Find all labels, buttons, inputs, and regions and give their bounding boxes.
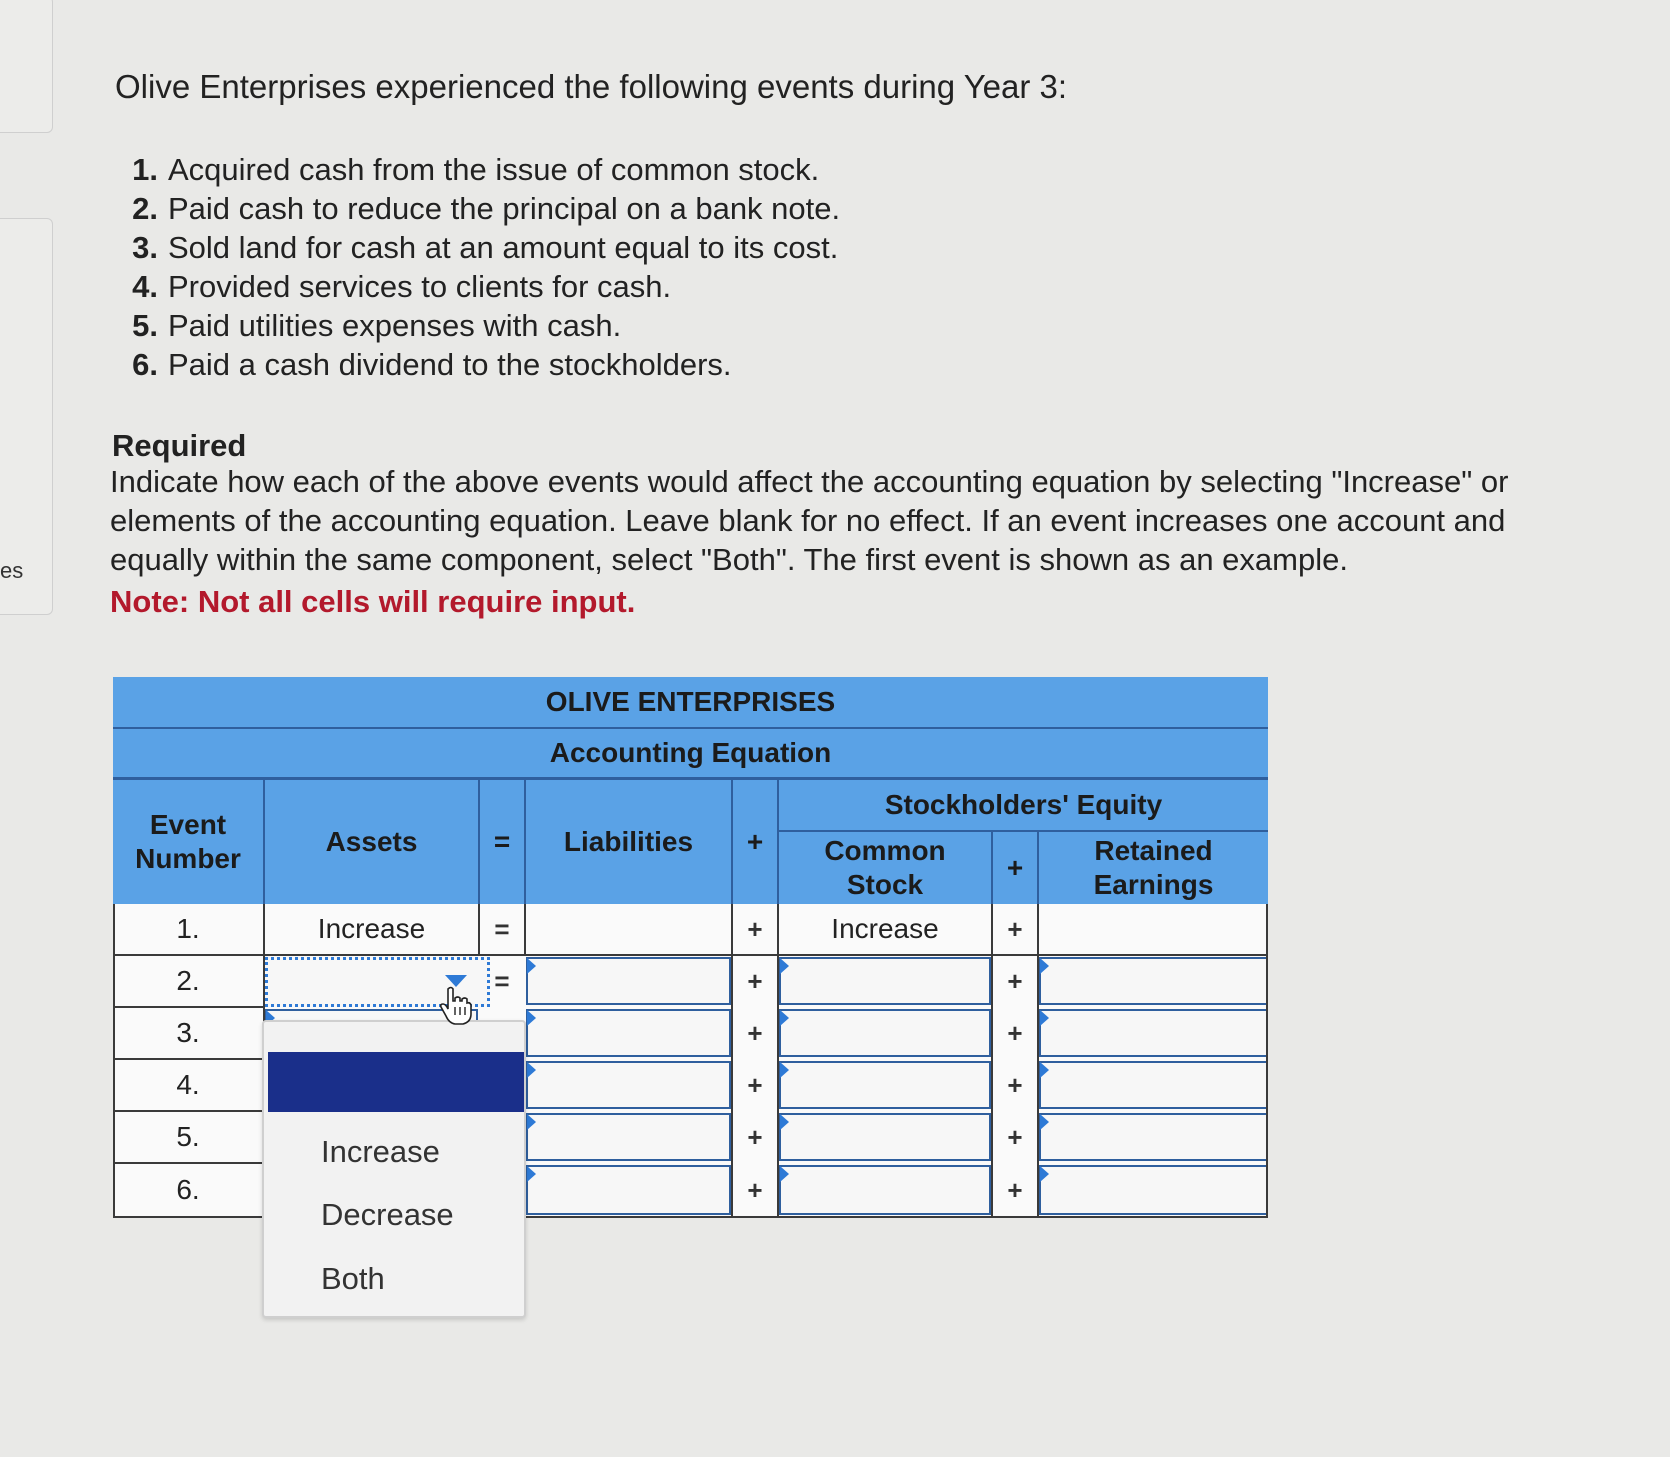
header-stockholders-equity: Stockholders' Equity xyxy=(779,780,1268,830)
row2-plus: + xyxy=(733,956,777,1006)
dropdown-option-increase[interactable]: Increase xyxy=(321,1134,440,1169)
hand-cursor-icon xyxy=(438,985,472,1025)
table-subtitle: Accounting Equation xyxy=(113,729,1268,777)
side-panel-top xyxy=(0,0,53,133)
assets-dropdown-menu xyxy=(262,1020,526,1318)
row1-common-value: Increase xyxy=(779,904,991,954)
dropdown-blank-option[interactable] xyxy=(268,1052,524,1112)
table-company-title: OLIVE ENTERPRISES xyxy=(113,677,1268,727)
header-assets: Assets xyxy=(265,780,478,904)
row5-plus-equity: + xyxy=(993,1112,1037,1162)
row3-retained-select[interactable] xyxy=(1039,1009,1268,1057)
row5-plus: + xyxy=(733,1112,777,1162)
event-list xyxy=(108,150,840,384)
row6-plus: + xyxy=(733,1164,777,1216)
row4-plus-equity: + xyxy=(993,1060,1037,1110)
table-row-event: 6. xyxy=(113,1164,263,1216)
list-item: 6. Paid a cash dividend to the stockholders. xyxy=(132,347,732,382)
note-text: Note: Not all cells will require input. xyxy=(110,584,636,619)
dropdown-option-both[interactable]: Both xyxy=(321,1261,385,1296)
table-row-event: 3. xyxy=(113,1008,263,1058)
row3-plus: + xyxy=(733,1008,777,1058)
row6-plus-equity: + xyxy=(993,1164,1037,1216)
row1-equals: = xyxy=(480,904,524,954)
table-row-event: 1. xyxy=(113,904,263,954)
row4-liabilities-select[interactable] xyxy=(526,1061,731,1109)
header-liabilities: Liabilities xyxy=(526,780,731,904)
instructions: Indicate how each of the above events would affect the accounting equation by selecting "Increase" or elements of the accounting equation. Leave blank for no effect. If an event increases one account and equally within the same component, select "Both". The first event is shown as an example. xyxy=(110,464,1509,577)
table-row-event: 2. xyxy=(113,956,263,1006)
row1-liabilities-value xyxy=(526,904,731,954)
row6-common-select[interactable] xyxy=(779,1165,991,1215)
list-item: 4. Provided services to clients for cash. xyxy=(132,269,672,304)
list-item: 2. Paid cash to reduce the principal on a bank note. xyxy=(132,191,841,226)
list-item: 5. Paid utilities expenses with cash. xyxy=(132,308,622,343)
row1-plus-equity: + xyxy=(993,904,1037,954)
header-retained-earnings: Retained Earnings xyxy=(1039,832,1268,904)
header-plus: + xyxy=(733,780,777,904)
row1-plus: + xyxy=(733,904,777,954)
row5-common-select[interactable] xyxy=(779,1113,991,1161)
row2-common-select[interactable] xyxy=(779,957,991,1005)
required-heading: Required xyxy=(112,428,247,463)
side-label: es xyxy=(0,558,24,583)
row3-liabilities-select[interactable] xyxy=(526,1009,731,1057)
list-item: 3. Sold land for cash at an amount equal to its cost. xyxy=(132,230,839,265)
header-equals: = xyxy=(480,780,524,904)
row4-common-select[interactable] xyxy=(779,1061,991,1109)
table-row-event: 5. xyxy=(113,1112,263,1162)
row5-retained-select[interactable] xyxy=(1039,1113,1268,1161)
row5-liabilities-select[interactable] xyxy=(526,1113,731,1161)
row3-plus-equity: + xyxy=(993,1008,1037,1058)
row2-retained-select[interactable] xyxy=(1039,957,1268,1005)
row3-common-select[interactable] xyxy=(779,1009,991,1057)
header-common-stock: Common Stock xyxy=(779,832,991,904)
header-event-number: Event Number xyxy=(113,780,263,904)
row6-liabilities-select[interactable] xyxy=(526,1165,731,1215)
dropdown-option-decrease[interactable]: Decrease xyxy=(321,1197,454,1232)
row2-plus-equity: + xyxy=(993,956,1037,1006)
row1-assets-value: Increase xyxy=(265,904,478,954)
header-plus-equity: + xyxy=(993,832,1037,904)
table-row-event: 4. xyxy=(113,1060,263,1110)
list-item: 1. Acquired cash from the issue of common stock. xyxy=(132,152,820,187)
question-title: Olive Enterprises experienced the following events during Year 3: xyxy=(115,68,1068,105)
row4-plus: + xyxy=(733,1060,777,1110)
row1-retained-value xyxy=(1039,904,1268,954)
row4-retained-select[interactable] xyxy=(1039,1061,1268,1109)
row2-equals: = xyxy=(480,956,524,1006)
row6-retained-select[interactable] xyxy=(1039,1165,1268,1215)
side-panel-middle xyxy=(0,218,53,615)
row2-liabilities-select[interactable] xyxy=(526,957,731,1005)
